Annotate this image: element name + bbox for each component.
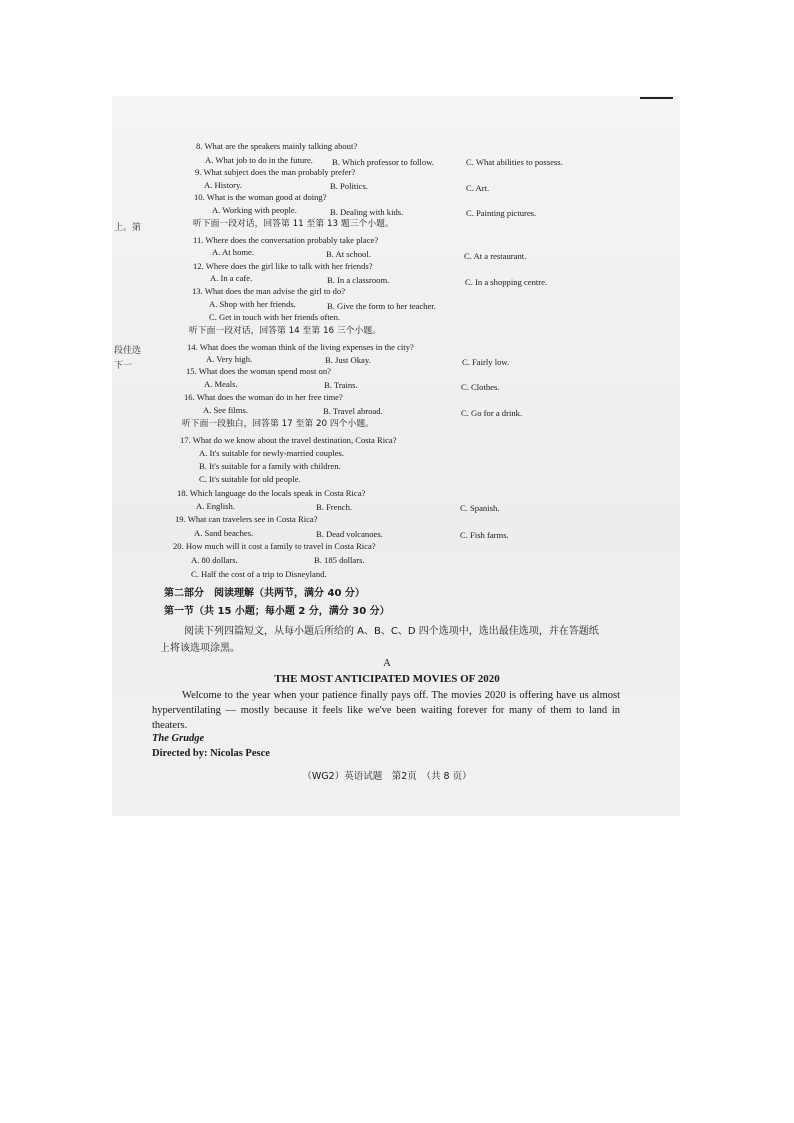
option-c: C. Get in touch with her friends often. xyxy=(209,312,341,322)
option-a: A. English. xyxy=(196,501,235,511)
listen-instruction: 听下面一段独白，回答第 17 至第 20 四个小题。 xyxy=(182,419,374,429)
option-c: C. It's suitable for old people. xyxy=(199,474,301,484)
margin-note: 下一 xyxy=(114,360,133,370)
option-a: A. What job to do in the future. xyxy=(205,155,313,165)
option-a: A. Meals. xyxy=(204,379,238,389)
option-a: A. It's suitable for newly-married couples. xyxy=(199,448,344,458)
option-c: C. Fish farms. xyxy=(460,530,509,540)
option-a: A. See films. xyxy=(203,405,248,415)
option-b: B. Which professor to follow. xyxy=(332,157,434,167)
passage-letter: A xyxy=(383,658,391,669)
reading-instruction: 上将该选项涂黑。 xyxy=(160,643,240,654)
option-c: C. In a shopping centre. xyxy=(465,277,548,287)
option-c: C. At a restaurant. xyxy=(464,251,527,261)
question-17: 17. What do we know about the travel destination, Costa Rica? xyxy=(180,435,397,445)
option-b: B. It's suitable for a family with children. xyxy=(199,461,341,471)
question-11: 11. Where does the conversation probably take place? xyxy=(193,235,379,245)
option-a: A. Shop with her friends. xyxy=(209,299,296,309)
option-c: C. Art. xyxy=(466,183,490,193)
section-heading: 第一节（共 15 小题；每小题 2 分，满分 30 分） xyxy=(164,606,390,617)
passage-title: THE MOST ANTICIPATED MOVIES OF 2020 xyxy=(274,673,500,685)
director-line: Directed by: Nicolas Pesce xyxy=(152,748,270,759)
question-14: 14. What does the woman think of the living expenses in the city? xyxy=(187,342,414,352)
margin-note: 上。第 xyxy=(114,222,142,232)
option-b: B. French. xyxy=(316,502,353,512)
question-12: 12. Where does the girl like to talk with her friends? xyxy=(193,261,373,271)
question-16: 16. What does the woman do in her free time? xyxy=(184,392,343,402)
page-edge-line xyxy=(640,97,673,99)
option-b: B. Politics. xyxy=(330,181,368,191)
option-c: C. Spanish. xyxy=(460,503,500,513)
option-a: A. In a cafe. xyxy=(210,273,253,283)
question-8: 8. What are the speakers mainly talking about? xyxy=(196,141,358,151)
question-18: 18. Which language do the locals speak in Costa Rica? xyxy=(177,488,366,498)
listen-instruction: 听下面一段对话，回答第 11 至第 13 题三个小题。 xyxy=(193,219,394,229)
reading-instruction: 阅读下列四篇短文，从每小题后所给的 A、B、C、D 四个选项中，选出最佳选项，并在答题纸 xyxy=(184,626,599,637)
option-b: B. At school. xyxy=(326,249,371,259)
question-20: 20. How much will it cost a family to travel in Costa Rica? xyxy=(173,541,376,551)
question-9: 9. What subject does the man probably prefer? xyxy=(195,167,356,177)
question-13: 13. What does the man advise the girl to do? xyxy=(192,286,346,296)
option-b: B. Dead volcanoes. xyxy=(316,529,383,539)
option-a: A. Very high. xyxy=(206,354,253,364)
margin-note: 段佳选 xyxy=(114,345,142,355)
option-b: B. Trains. xyxy=(324,380,358,390)
option-c: C. Go for a drink. xyxy=(461,408,523,418)
option-b: B. 185 dollars. xyxy=(314,555,365,565)
option-c: C. Fairly low. xyxy=(462,357,510,367)
option-c: C. Half the cost of a trip to Disneyland. xyxy=(191,569,327,579)
option-b: B. Just Okay. xyxy=(325,355,371,365)
movie-title: The Grudge xyxy=(152,733,205,744)
part-heading: 第二部分 阅读理解（共两节，满分 40 分） xyxy=(164,588,365,599)
listen-instruction: 听下面一段对话，回答第 14 至第 16 三个小题。 xyxy=(189,326,381,336)
option-b: B. Dealing with kids. xyxy=(330,207,404,217)
option-a: A. Working with people. xyxy=(212,205,297,215)
option-b: B. In a classroom. xyxy=(327,275,390,285)
option-c: C. Painting pictures. xyxy=(466,208,537,218)
option-c: C. Clothes. xyxy=(461,382,500,392)
option-a: A. 80 dollars. xyxy=(191,555,238,565)
question-19: 19. What can travelers see in Costa Rica? xyxy=(175,514,318,524)
option-a: A. History. xyxy=(204,180,242,190)
option-a: A. Sand beaches. xyxy=(194,528,254,538)
question-15: 15. What does the woman spend most on? xyxy=(186,366,331,376)
passage-paragraph: Welcome to the year when your patience finally pays off. The movies 2020 is offering have us almost hyperventilating — mostly because it feels like we've been waiting forever for many of them to land in theaters. xyxy=(152,690,620,731)
option-c: C. What abilities to possess. xyxy=(466,157,563,167)
option-b: B. Travel abroad. xyxy=(323,406,383,416)
page-footer: （WG2）英语试题 第2页 （共 8 页） xyxy=(302,771,472,782)
option-a: A. At home. xyxy=(212,247,255,257)
question-10: 10. What is the woman good at doing? xyxy=(194,192,327,202)
option-b: B. Give the form to her teacher. xyxy=(327,301,436,311)
